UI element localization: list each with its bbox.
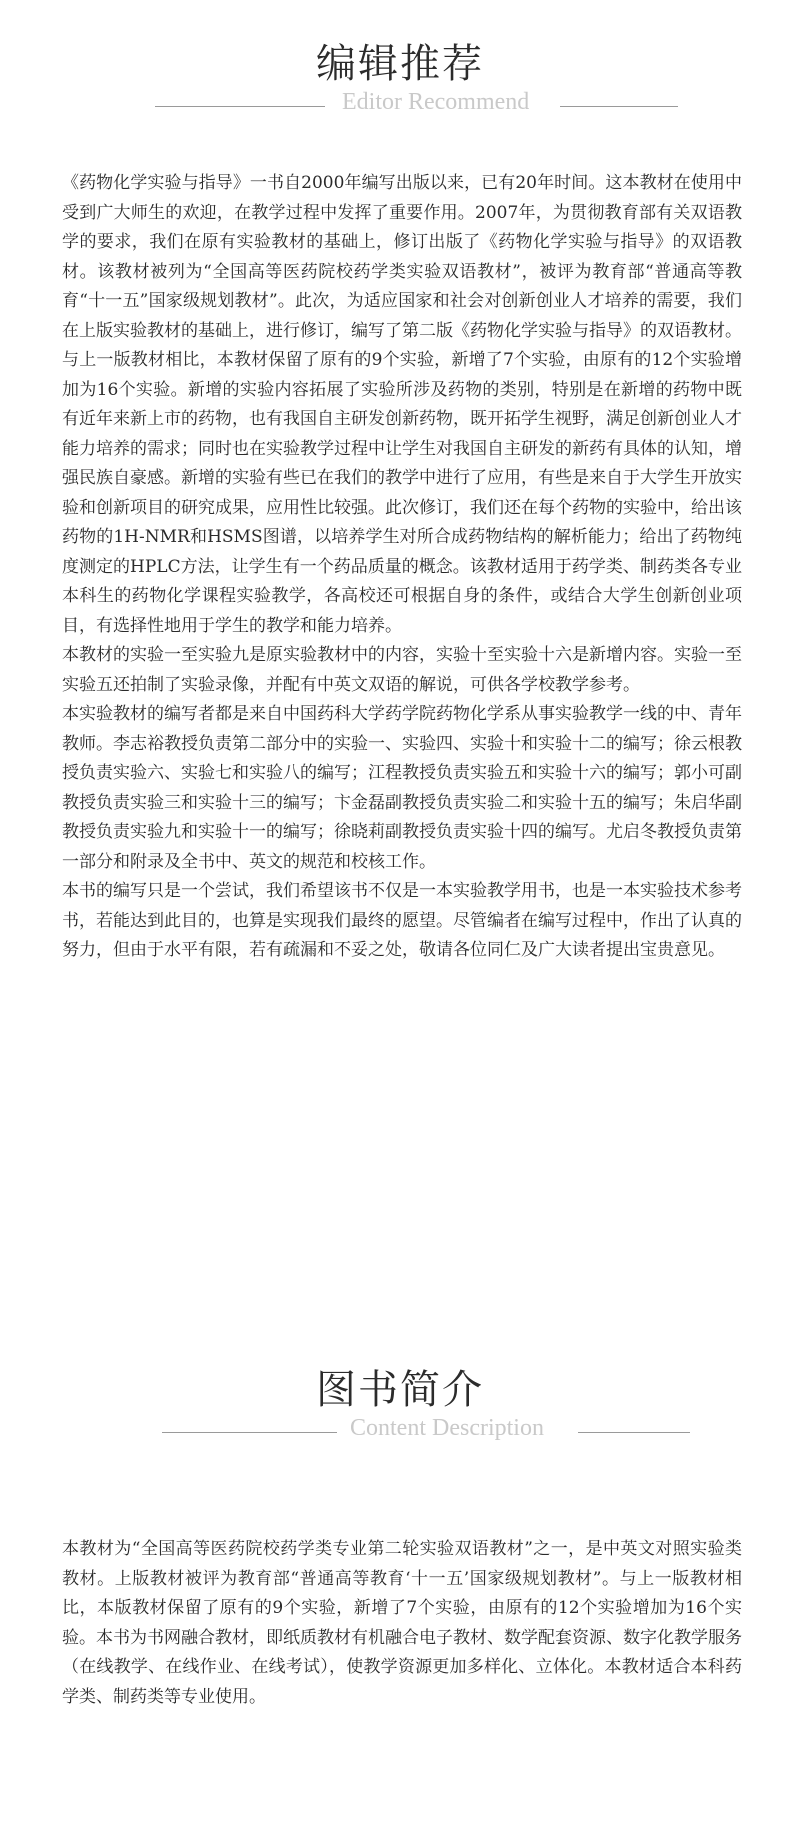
header-rule-right — [560, 106, 678, 107]
content-description-title: 图书简介 — [316, 1367, 484, 1413]
paragraph: 《药物化学实验与指导》一书自2000年编写出版以来，已有20年时间。这本教材在使用中受到广大师生的欢迎，在教学过程中发挥了重要作用。2007年，为贯彻教育部有关双语教学的要求，我们在原有实验教材的基础上，修订出版了《药物化学实验与指导》的双语教材。该教材被列为“全国高等医药院校药学类实验双语教材”，被评为教育部“普通高等教育“十一五”国家级规划教材”。此次，为适应国家和社会对创新创业人才培养的需要，我们在上版实验教材的基础上，进行修订，编写了第二版《药物化学实验与指导》的双语教材。 — [62, 173, 742, 341]
content-description-subtitle: Content Description — [350, 1415, 544, 1441]
editor-recommend-subtitle: Editor Recommend — [342, 89, 530, 115]
paragraph: 本教材的实验一至实验九是原实验教材中的内容，实验十至实验十六是新增内容。实验一至实验五还拍制了实验录像，并配有中英文双语的解说，可供各学校教学参考。 — [62, 645, 742, 695]
header-rule-right — [578, 1432, 690, 1433]
content-description-body — [62, 1535, 742, 1712]
editor-recommend-title: 编辑推荐 — [316, 41, 484, 87]
editor-recommend-header — [0, 41, 800, 124]
editor-recommend-body — [62, 169, 742, 966]
header-rule-left — [155, 106, 325, 107]
header-rule-left — [162, 1432, 337, 1433]
content-description-header — [0, 1367, 800, 1450]
paragraph: 本教材为“全国高等医药院校药学类专业第二轮实验双语教材”之一，是中英文对照实验类教材。上版教材被评为教育部“普通高等教育‘十一五’国家级规划教材”。与上一版教材相比，本版教材保留了原有的9个实验，新增了7个实验，由原有的12个实验增加为16个实验。本书为书网融合教材，即纸质教材有机融合电子教材、数学配套资源、数字化教学服务（在线教学、在线作业、在线考试），使教学资源更加多样化、立体化。本教材适合本科药学类、制药类等专业使用。 — [62, 1539, 742, 1707]
paragraph: 本书的编写只是一个尝试，我们希望该书不仅是一本实验教学用书，也是一本实验技术参考书，若能达到此目的，也算是实现我们最终的愿望。尽管编者在编写过程中，作出了认真的努力，但由于水平有限，若有疏漏和不妥之处，敬请各位同仁及广大读者提出宝贵意见。 — [62, 881, 742, 960]
paragraph: 与上一版教材相比，本教材保留了原有的9个实验，新增了7个实验，由原有的12个实验增加为16个实验。新增的实验内容拓展了实验所涉及药物的类别，特别是在新增的药物中既有近年来新上市的药物，也有我国自主研发创新药物，既开拓学生视野，满足创新创业人才能力培养的需求；同时也在实验教学过程中让学生对我国自主研发的新药有具体的认知，增强民族自豪感。新增的实验有些已在我们的教学中进行了应用，有些是来自于大学生开放实验和创新项目的研究成果，应用性比较强。此次修订，我们还在每个药物的实验中，给出该药物的1H-NMR和HSMS图谱，以培养学生对所合成药物结构的解析能力；给出了药物纯度测定的HPLC方法，让学生有一个药品质量的概念。该教材适用于药学类、制药类各专业本科生的药物化学课程实验教学，各高校还可根据自身的条件，或结合大学生创新创业项目，有选择性地用于学生的教学和能力培养。 — [62, 350, 742, 636]
paragraph: 本实验教材的编写者都是来自中国药科大学药学院药物化学系从事实验教学一线的中、青年教师。李志裕教授负责第二部分中的实验一、实验四、实验十和实验十二的编写；徐云根教授负责实验六、实验七和实验八的编写；江程教授负责实验五和实验十六的编写；郭小可副教授负责实验三和实验十三的编写；卞金磊副教授负责实验二和实验十五的编写；朱启华副教授负责实验九和实验十一的编写；徐晓莉副教授负责实验十四的编写。尤启冬教授负责第一部分和附录及全书中、英文的规范和校核工作。 — [62, 704, 742, 872]
